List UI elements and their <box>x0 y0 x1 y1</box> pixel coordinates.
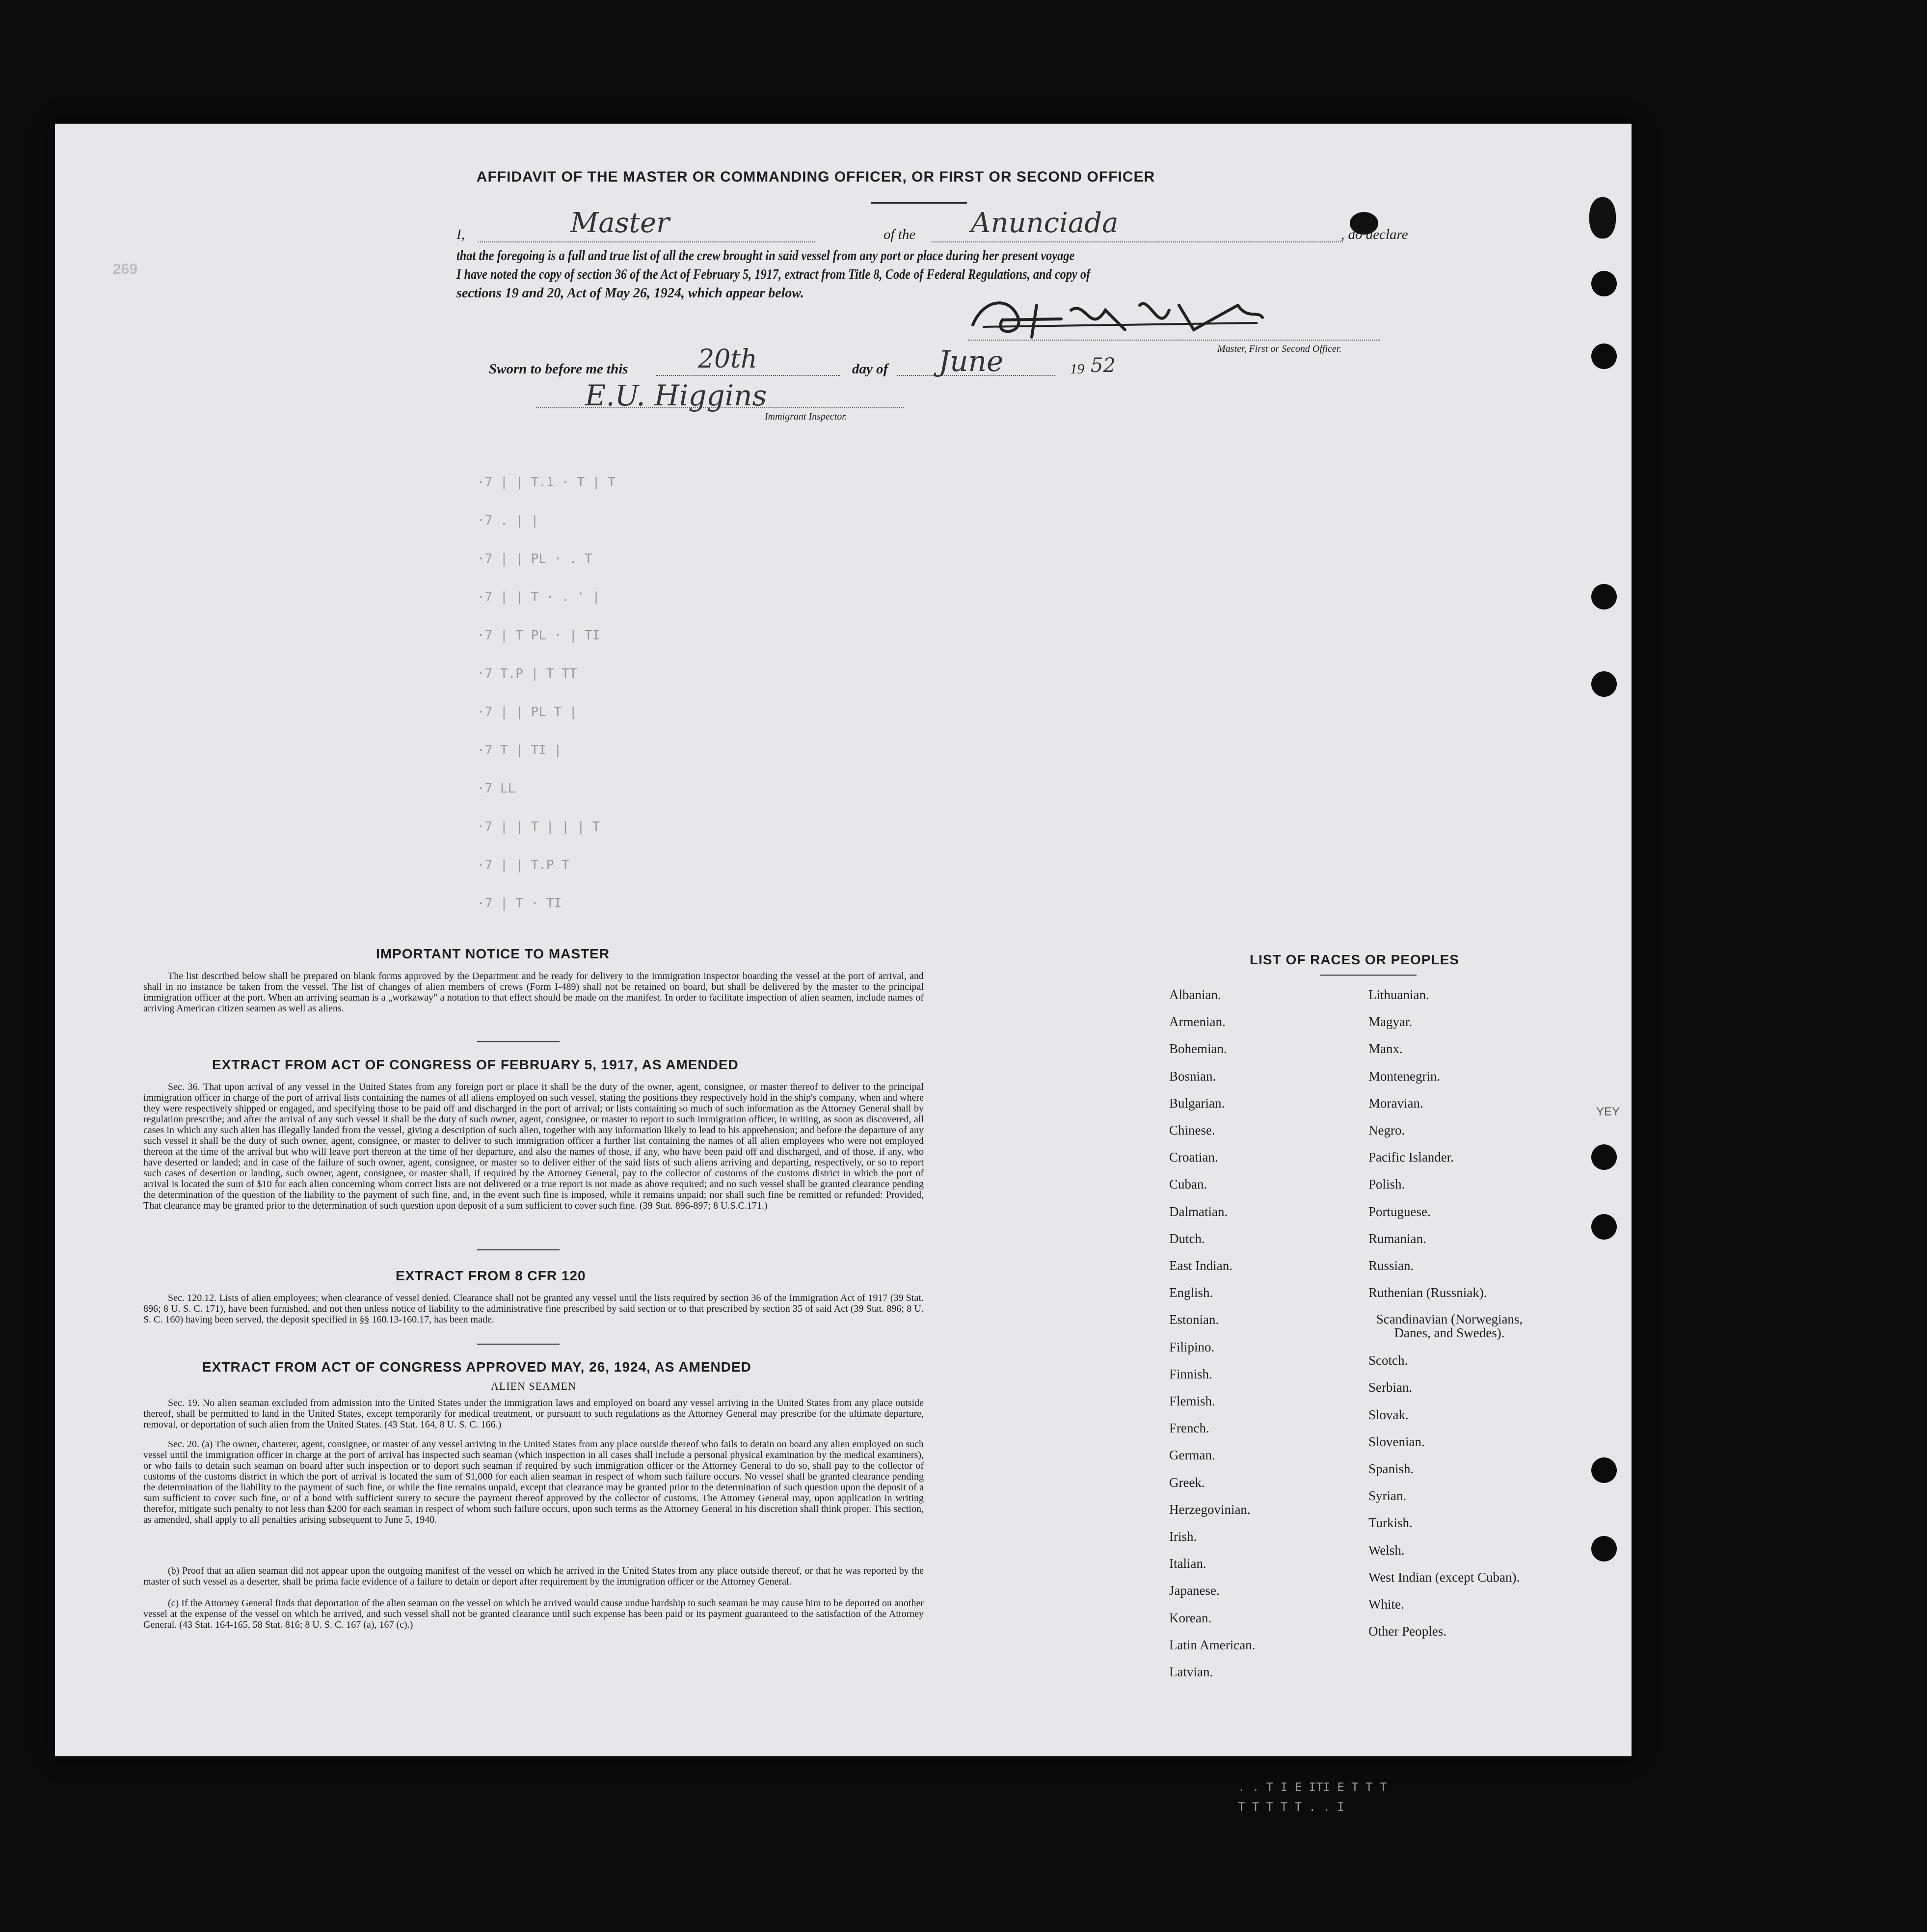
race-item: Polish. <box>1368 1177 1405 1192</box>
race-item: Lithuanian. <box>1368 987 1429 1002</box>
race-item: Slovenian. <box>1368 1434 1425 1449</box>
document-page <box>55 124 1632 1814</box>
title-divider <box>871 202 967 204</box>
bleed-through-marks: . . T I E ITI E T T T T T T T T . . I <box>1238 1780 1387 1814</box>
race-item: Cuban. <box>1169 1177 1207 1192</box>
race-item: Finnish. <box>1169 1366 1212 1381</box>
extract-1917-title: EXTRACT FROM ACT OF CONGRESS OF FEBRUARY 5, 1917, AS AMENDED <box>212 1057 739 1072</box>
margin-number: 269 <box>113 261 138 277</box>
sec-20a-text: Sec. 20. (a) The owner, charterer, agent, consignee, or master of any vessel arriving in the United States from any place outside thereof who fails to detain on board any alien employed on such vessel until the immigration officer in charge at the port of arrival has inspected such seaman (which inspection in all cases shall include a personal physical examination by the medical examiners), or who fails to detain such seaman on board after such inspection or to deport such seaman if required by such immigration officer or the Attorney General to do so, shall pay to the collector of customs of the customs district in which the port of arrival is located the sum of $1,000 for each alien seaman in respect of whom such failure occurs. No vessel shall be granted clearance pending the determination of the liability to the payment of such fine, or while the fine remains unpaid, except that clearance may be granted prior to the determination of such question upon the deposit of a sum sufficient to cover such fine, or of a bond with sufficient surety to secure the payment thereof approved by the collector of customs. The Attorney General may, upon application in writing therefor, mitigate such penalty to not less than $200 for each seaman in respect of whom such failure occurs, upon such terms as the Attorney General in his discretion shall think proper. This section, as amended, shall apply to all penalties arising subsequent to June 5, 1940. <box>143 1439 924 1525</box>
race-item: German. <box>1169 1448 1215 1463</box>
race-item: Russian. <box>1368 1258 1414 1273</box>
binder-hole <box>1591 671 1617 697</box>
race-item: French. <box>1169 1421 1209 1436</box>
vessel-line <box>932 241 1343 242</box>
race-item: Herzegovinian. <box>1169 1502 1251 1517</box>
ink-blot <box>1589 197 1616 238</box>
divider <box>477 1249 560 1250</box>
signature-line <box>968 340 1380 341</box>
race-item: Pacific Islander. <box>1368 1150 1454 1165</box>
race-item: Bosnian. <box>1169 1068 1216 1084</box>
race-item: Filipino. <box>1169 1339 1215 1354</box>
officer-handwritten: Master <box>570 207 669 239</box>
binder-hole <box>1591 1214 1617 1240</box>
of-the-label: of the <box>883 227 916 242</box>
race-item: Spanish. <box>1368 1461 1414 1476</box>
affidavit-title: AFFIDAVIT OF THE MASTER OR COMMANDING OFFICER, OR FIRST OR SECOND OFFICER <box>476 169 1155 185</box>
sec-19-text: Sec. 19. No alien seaman excluded from admission into the United States under the immigration laws and employed on board any vessel arriving in the United States from any place outside thereof, shall be permitted to land in the United States, except temporarily for medical treatment, or pursuant to such regulations as the Attorney General may prescribe for the ultimate departure, removal, or deportation of such alien from the United States. (43 Stat. 164, 8 U. S. C. 166.) <box>143 1398 924 1430</box>
race-item: Flemish. <box>1169 1394 1215 1408</box>
binder-hole <box>1591 344 1617 369</box>
sec-20b-text: (b) Proof that an alien seaman did not appear upon the outgoing manifest of the vessel on which he arrived in the United States from any place outside thereof, or that he was reported by the master of such vessel as a deserter, shall be prima facie evidence of a failure to detain or deport after requirement by the immigration officer or the Attorney General. <box>143 1565 924 1587</box>
race-item: Slovak. <box>1368 1407 1409 1422</box>
binder-hole <box>1591 271 1617 296</box>
inspector-handwritten: E.U. Higgins <box>585 379 767 412</box>
vessel-handwritten: Anunciada <box>971 207 1119 239</box>
race-item: Croatian. <box>1169 1150 1218 1165</box>
do-declare-label: , do declare <box>1341 227 1408 242</box>
binder-hole <box>1591 1144 1617 1170</box>
race-item: Negro. <box>1368 1123 1405 1138</box>
bleed-through-marks: ·7 | | T.1 · T | T ·7 . | | ·7 | | PL · . T ·7 | | T · . ' | ·7 | T PL · | TI ·7 T.P | T TT ·7 | | PL T | ·7 T | TI | ·7 LL ·7 | | T | | | T ·7 | | T.P T ·7 | T · TI <box>477 475 616 911</box>
affidavit-body-3: sections 19 and 20, Act of May 26, 1924, which appear below. <box>456 286 804 301</box>
race-item: Chinese. <box>1169 1123 1215 1138</box>
race-item: West Indian (except Cuban). <box>1368 1569 1520 1585</box>
race-item: Manx. <box>1368 1041 1403 1057</box>
race-item: Greek. <box>1169 1475 1205 1490</box>
race-item: Montenegrin. <box>1368 1068 1441 1084</box>
extract-1924-title: EXTRACT FROM ACT OF CONGRESS APPROVED MAY, 26, 1924, AS AMENDED <box>202 1359 751 1375</box>
extract-1924-subtitle: ALIEN SEAMEN <box>491 1380 576 1392</box>
year-prefix: 19 <box>1070 361 1084 377</box>
master-signature <box>963 291 1267 344</box>
affidavit-body-2: I have noted the copy of section 36 of the Act of February 5, 1917, extract from Title 8, Code of Federal Regulations, and copy of <box>456 267 1091 282</box>
race-item: White. <box>1368 1597 1404 1612</box>
day-handwritten: 20th <box>698 344 757 374</box>
sec-20c-text: (c) If the Attorney General finds that deportation of the alien seaman on the vessel on which he arrived would cause undue hardship to such seaman he may cause him to be deported on another vessel at the expense of the vessel on which he arrived, and such vessel shall not be granted clearance until such expense has been paid or its payment guaranteed to the satisfaction of the Attorney General. (43 Stat. 164-165, 58 Stat. 816; 8 U. S. C. 167 (a), 167 (c).) <box>143 1598 924 1630</box>
race-item: Dutch. <box>1169 1231 1205 1246</box>
month-handwritten: June <box>938 344 1004 378</box>
race-item: Welsh. <box>1368 1542 1405 1558</box>
officer-line <box>478 241 815 242</box>
race-item: Serbian. <box>1368 1380 1413 1395</box>
race-item: Turkish. <box>1368 1515 1413 1531</box>
race-item: Korean. <box>1169 1610 1212 1625</box>
race-item: Portuguese. <box>1368 1204 1431 1219</box>
race-item: Scotch. <box>1368 1353 1408 1368</box>
race-item: Syrian. <box>1368 1488 1407 1504</box>
binder-hole <box>1591 584 1617 609</box>
binder-hole <box>1591 1536 1617 1561</box>
binder-hole <box>1591 1457 1617 1483</box>
day-of-label: day of <box>852 361 888 377</box>
extract-1917-text: Sec. 36. That upon arrival of any vessel in the United States from any foreign port or place it shall be the duty of the owner, agent, consignee, or master thereof to deliver to the principal immigration officer in charge of the port of arrival lists containing the names of all aliens employed on such vessel, stating the positions they respectively hold in the ship's company, when and where they were respectively shipped or engaged, and specifying those to be paid off and discharged in the port of arrival; or lists containing so much of such information as the Attorney General shall by regulation prescribe; and after the arrival of any such vessel it shall be the duty of such owner, agent, consignee, or master to report to such immigration officer, in writing, as soon as discovered, all cases in which any such alien has illegally landed from the vessel, giving a description of such alien, together with any information likely to lead to his apprehension; and before the departure of any such vessel it shall be the duty of such owner, agent, consignee, or master to deliver to such immigration officer a further list containing the names of all alien employees who were not employed thereon at the time of the arrival but who will leave port thereon at the time of her departure, and also the names of those, if any, who have been paid off and discharged, and of those, if any, who have deserted or landed; and in case of the failure of such owner, agent, consignee, or master so to deliver either of the said lists of such aliens arriving and departing, respectively, or so to report such cases of desertion or landing, such owner, agent, consignee, or master shall, if required by the Attorney General, pay to the collector of customs of the customs district in which the port of arrival is located the sum of $10 for each alien concerning whom correct lists are not delivered or a true report is not made as above required; and no such vessel shall be granted clearance pending the determination of the question of the liability to the payment of such fine, and, in the event such fine is imposed, while it remains unpaid; nor shall such fine be remitted or refunded: Provided, That clearance may be granted prior to the determination of such question upon deposit of a sum sufficient to cover such fine. (39 Stat. 896-897; 8 U.S.C.171.) <box>143 1082 924 1211</box>
signature-caption: Master, First or Second Officer. <box>1217 344 1342 354</box>
year-handwritten: 52 <box>1091 354 1116 377</box>
affidavit-body-1: that the foregoing is a full and true list of all the crew brought in said vessel from any port or place during her present voyage <box>456 248 1075 264</box>
race-item: Rumanian. <box>1368 1231 1426 1246</box>
margin-mark-right: YEY <box>1596 1105 1620 1118</box>
race-item: Dalmatian. <box>1169 1204 1228 1219</box>
race-item: Irish. <box>1169 1529 1197 1544</box>
races-divider <box>1320 975 1417 976</box>
race-item: Ruthenian (Russniak). <box>1368 1285 1487 1300</box>
race-item: Moravian. <box>1368 1095 1423 1111</box>
race-item: Bohemian. <box>1169 1041 1227 1057</box>
race-item: Latin American. <box>1169 1637 1256 1652</box>
races-title: LIST OF RACES OR PEOPLES <box>1250 952 1459 967</box>
extract-cfr-text: Sec. 120.12. Lists of alien employees; when clearance of vessel denied. Clearance shall not be granted any vessel until the lists required by section 36 of the Immigration Act of 1917 (39 Stat. 896; 8 U. S. C. 171), have been furnished, and not then unless notice of liability to the administrative fine prescribed by said section or to that prescribed by section 35 of said Act (39 Stat. 896; 8 U. S. C. 160) having been served, the deposit specified in §§ 160.13-160.17, has been made. <box>143 1293 924 1325</box>
race-item: Scandinavian (Norwegians, Danes, and Swedes). <box>1376 1312 1523 1341</box>
race-item: Bulgarian. <box>1169 1095 1225 1111</box>
inspector-caption: Immigrant Inspector. <box>765 411 847 422</box>
notice-text: The list described below shall be prepared on blank forms approved by the Department and be ready for delivery to the immigration inspector boarding the vessel at the port of arrival, and shall in no instance be taken from the vessel. The list of changes of alien members of crews (Form I-489) shall not be retained on board, but shall be delivered by the master to the principal immigration officer at the port. When an arriving seaman is a „workaway" a notation to that effect should be made on the manifest. In order to facilitate inspection of alien seamen, include names of arriving American citizen seamen as well as aliens. <box>143 971 924 1014</box>
race-item: Albanian. <box>1169 987 1221 1002</box>
sworn-label: Sworn to before me this <box>489 361 628 377</box>
race-item: Latvian. <box>1169 1665 1213 1679</box>
divider <box>477 1344 560 1345</box>
race-item: Estonian. <box>1169 1312 1219 1327</box>
race-item: East Indian. <box>1169 1258 1232 1273</box>
notice-title: IMPORTANT NOTICE TO MASTER <box>376 946 610 961</box>
race-item: English. <box>1169 1285 1213 1300</box>
inspector-line <box>536 407 904 408</box>
i-label: I, <box>456 227 465 242</box>
race-item: Other Peoples. <box>1368 1624 1446 1639</box>
extract-cfr-title: EXTRACT FROM 8 CFR 120 <box>396 1268 586 1283</box>
day-line <box>656 375 840 376</box>
race-item: Italian. <box>1169 1556 1206 1571</box>
divider <box>477 1041 560 1042</box>
race-item: Japanese. <box>1169 1583 1220 1598</box>
race-item: Magyar. <box>1368 1014 1413 1030</box>
race-item: Armenian. <box>1169 1014 1226 1030</box>
